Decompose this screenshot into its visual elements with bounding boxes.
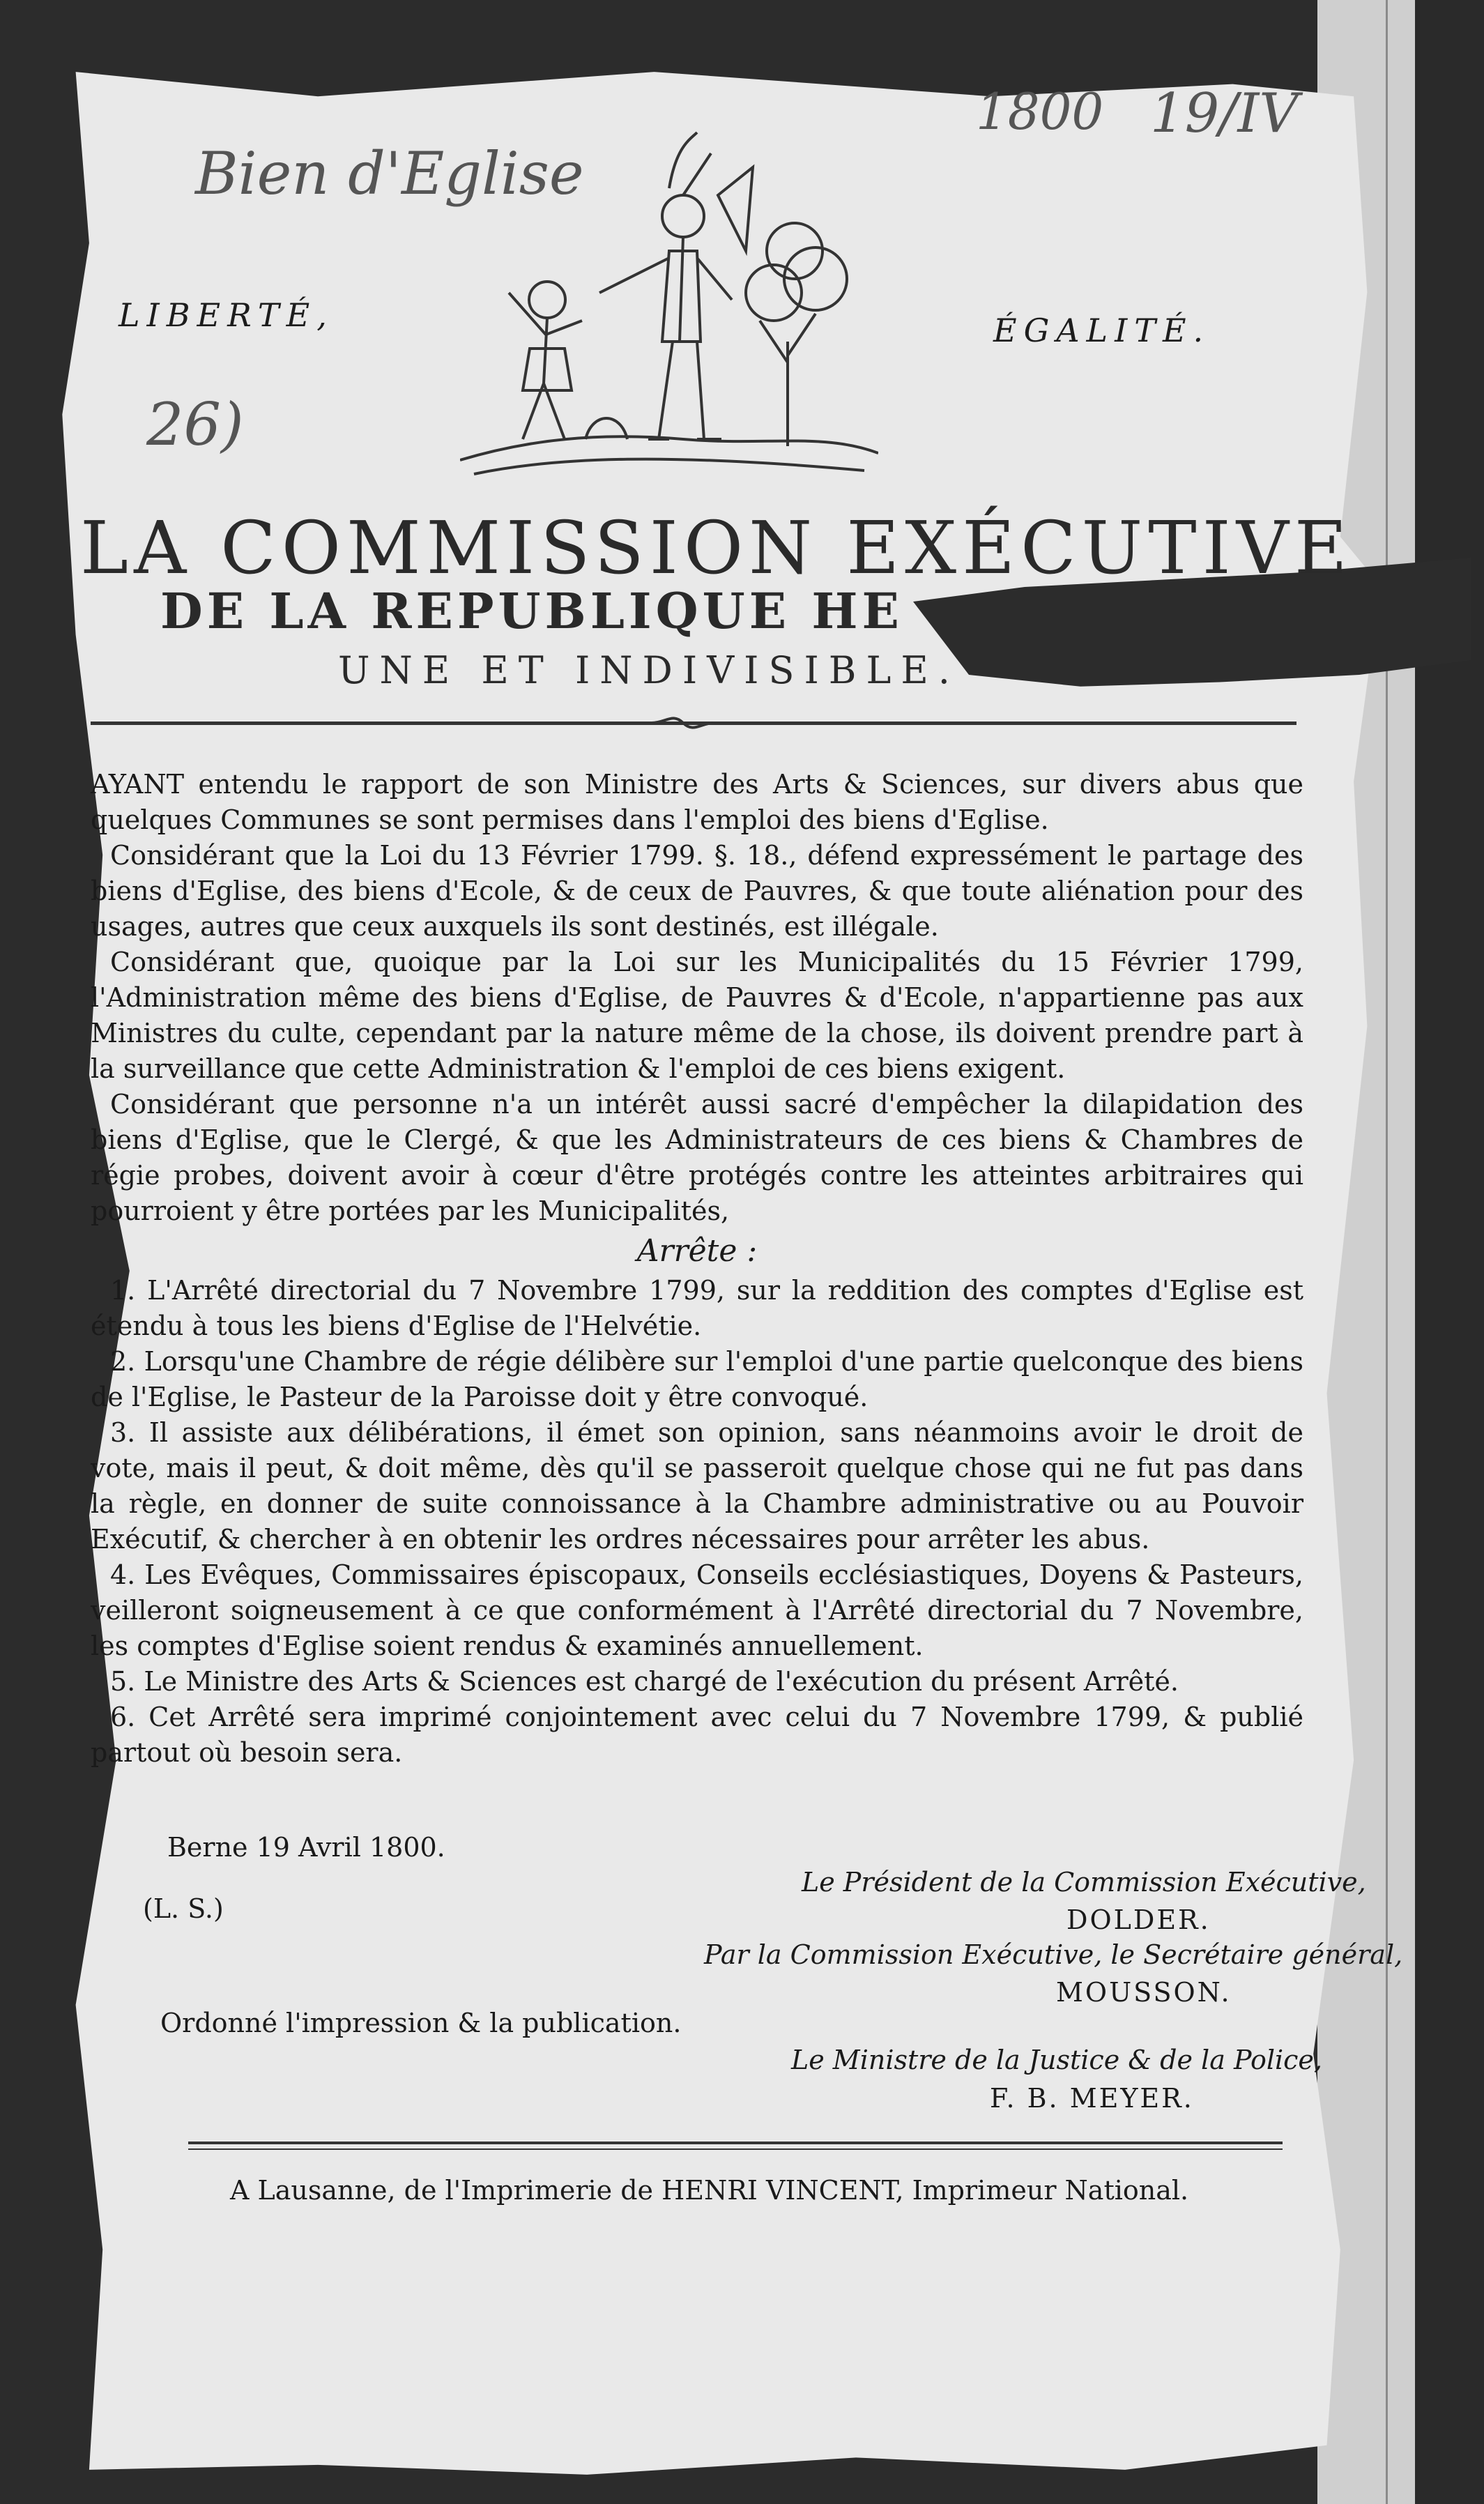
article-1: 1. L'Arrêté directorial du 7 Novembre 1799, sur la reddition des comptes d'Eglise est étendu à tous les biens d'Eglise de l'Helvétie. [91,1275,1303,1341]
scan-edge-line [1386,0,1388,2504]
article-5: 5. Le Ministre des Arts & Sciences est chargé de l'exécution du présent Arrêté. [110,1666,1179,1697]
secretary-title: Par la Commission Exécutive, le Secrétaire général, [704,1939,1403,1970]
secretary-name: MOUSSON. [1056,1977,1232,2008]
article-2: 2. Lorsqu'une Chambre de régie délibère sur l'emploi d'une partie quelconque des biens de l'Eglise, le Pasteur de la Paroisse doit y être convoqué. [91,1346,1303,1412]
footer-rule-thin [188,2148,1283,2150]
minister-name: F. B. MEYER. [990,2083,1194,2114]
handwritten-number: 26) [146,390,244,459]
handwritten-folio: 19/IV [1150,82,1299,145]
vignette-illustration [460,112,878,502]
seal-mark: (L. S.) [143,1893,224,1924]
heading-republique: DE LA REPUBLIQUE HE [160,582,903,640]
arrete-heading: Arrête : [636,1233,758,1269]
handwritten-note: Bien d'Eglise [195,139,584,208]
president-name: DOLDER. [1066,1904,1211,1935]
heading-une-indivisible: UNE ET INDIVISIBLE. [338,648,960,692]
decree-body [91,767,1303,1771]
heading-commission: LA COMMISSION EXÉCUTIVE [80,505,1353,590]
scan-background-dark [1415,0,1484,2504]
footer-rule [188,2142,1283,2144]
printer-imprint: A Lausanne, de l'Imprimerie de HENRI VINCENT, Imprimeur National. [230,2175,1189,2206]
article-6: 6. Cet Arrêté sera imprimé conjointement avec celui du 7 Novembre 1799, & publié partout où besoin sera. [91,1702,1303,1768]
motto-egalite: ÉGALITÉ. [993,312,1211,349]
preamble: AYANT entendu le rapport de son Ministre des Arts & Sciences, sur divers abus que quelques Communes se sont permises dans l'emploi des biens d'Eglise. [91,769,1303,835]
considerant-3: Considérant que personne n'a un intérêt aussi sacré d'empêcher la dilapidation des biens d'Eglise, que le Clergé, & que les Administrateurs de ces biens & Chambres de régie probes, doivent avoir à cœur d'être protégés contre les atteintes arbitraires qui pourroient y être portées par les Municipalités, [91,1089,1303,1226]
considerant-1: Considérant que la Loi du 13 Février 1799. §. 18., défend expressément le partage des biens d'Eglise, des biens d'Ecole, & de ceux de Pauvres, & que toute aliénation pour des usages, autres que ceux auxquels ils sont destinés, est illégale. [91,840,1303,942]
president-title: Le Président de la Commission Exécutive, [802,1867,1366,1898]
minister-title: Le Ministre de la Justice & de la Police, [791,2045,1323,2075]
considerant-2: Considérant que, quoique par la Loi sur les Municipalités du 15 Février 1799, l'Administration même des biens d'Eglise, de Pauvres & d'Ecole, n'appartienne pas aux Ministres du culte, cependant par la nature même de la chose, ils doivent prendre part à la surveillance que cette Administration & l'emploi de ces biens exigent. [91,947,1303,1084]
place-date: Berne 19 Avril 1800. [167,1832,445,1863]
handwritten-year: 1800 [976,82,1104,141]
motto-liberte: LIBERTÉ, [118,296,334,334]
article-3: 3. Il assiste aux délibérations, il émet son opinion, sans néanmoins avoir le droit de vote, mais il peut, & doit même, dès qu'il se passeroit quelque chose qui ne fut pas dans la règle, en donner de suite connoissance à la Chambre administrative ou au Pouvoir Exécutif, & chercher à en obtenir les ordres nécessaires pour arrêter les abus. [91,1417,1303,1555]
rule-ornament [652,712,714,733]
article-4: 4. Les Evêques, Commissaires épiscopaux, Conseils ecclésiastiques, Doyens & Pasteurs, veilleront soigneusement à ce que conformément à l'Arrêté directorial du 7 Novembre, les comptes d'Eglise soient rendus & examinés annuellement. [91,1559,1303,1661]
ordonne-line: Ordonné l'impression & la publication. [160,2008,682,2038]
